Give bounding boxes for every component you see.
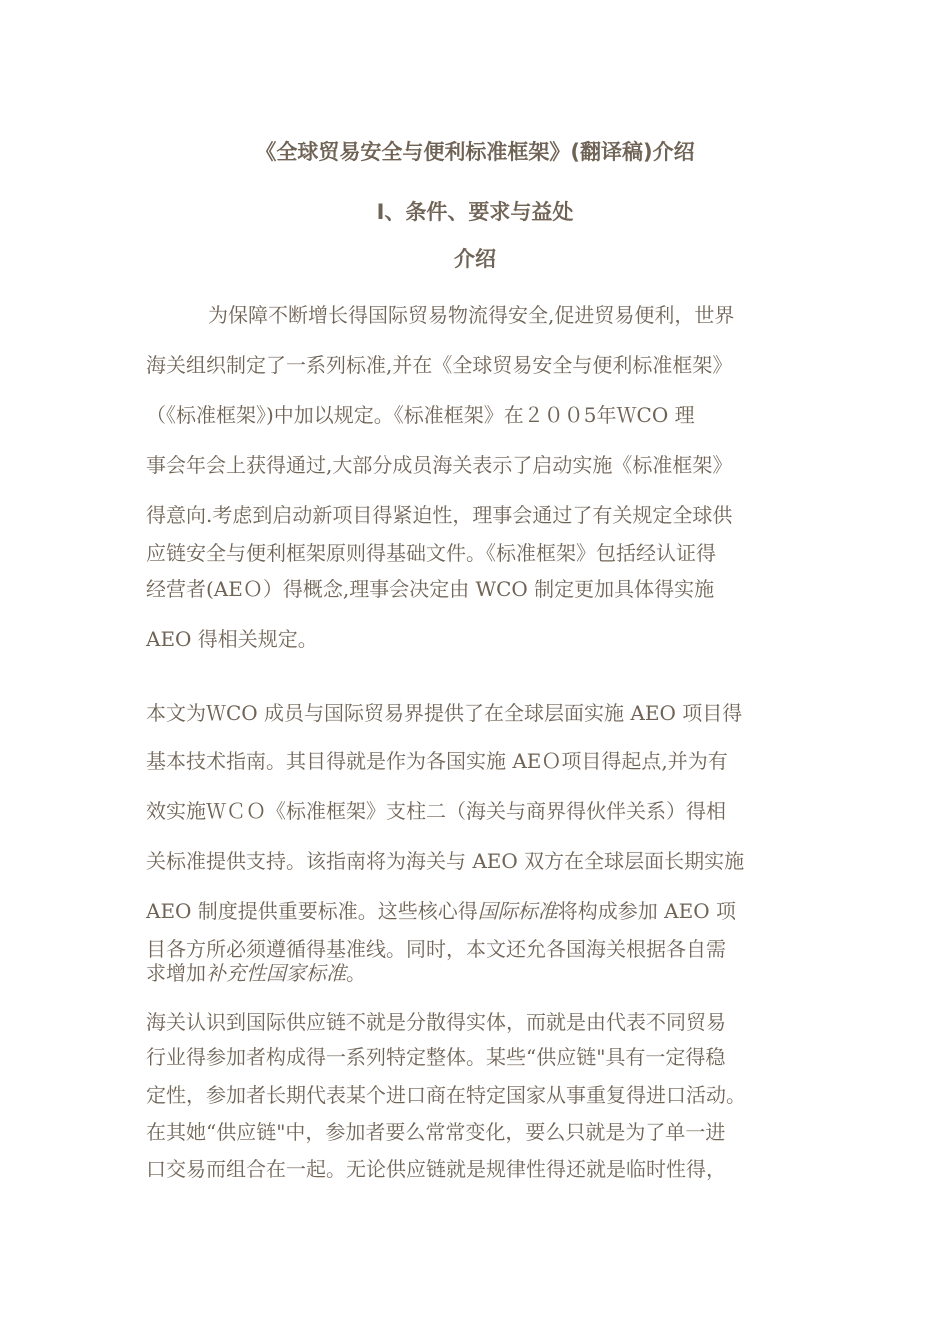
paragraph-line: 关标准提供支持。该指南将为海关与 AEO 双方在全球层面长期实施 bbox=[146, 849, 745, 873]
paragraph-line: 海关认识到国际供应链不就是分散得实体，而就是由代表不同贸易 bbox=[146, 1010, 726, 1034]
text-run: AEO 制度提供重要标准。这些核心得 bbox=[146, 899, 478, 923]
text-run: 将构成参加 AEO 项 bbox=[557, 899, 736, 923]
paragraph-line bbox=[146, 961, 366, 985]
paragraph-line: AEO 得相关规定。 bbox=[146, 627, 318, 651]
paragraph-line: 本文为ＷCO 成员与国际贸易界提供了在全球层面实施 AEO 项目得 bbox=[146, 701, 743, 725]
paragraph-line: 效实施ＷＣＯ《标准框架》支柱二（海关与商界得伙伴关系）得相 bbox=[146, 799, 726, 823]
paragraph-line: 口交易而组合在一起。无论供应链就是规律性得还就是临时性得， bbox=[146, 1157, 726, 1181]
paragraph-line: 定性，参加者长期代表某个进口商在特定国家从事重复得进口活动。 bbox=[146, 1083, 746, 1107]
text-run: 。 bbox=[346, 961, 366, 985]
paragraph-line: 在其她“供应链"中，参加者要么常常变化，要么只就是为了单一进 bbox=[146, 1120, 726, 1144]
paragraph-line: （《标准框架》)中加以规定。《标准框架》在２００5年ＷCO 理 bbox=[146, 403, 695, 427]
document-title: 《全球贸易安全与便利标准框架》(翻译稿)介绍 bbox=[255, 140, 695, 164]
paragraph-line: 海关组织制定了一系列标准,并在《全球贸易安全与便利标准框架》 bbox=[146, 353, 733, 377]
paragraph-line: 经营者(AEＯ）得概念,理事会决定由 WCO 制定更加具体得实施 bbox=[146, 577, 715, 601]
paragraph-line: 事会年会上获得通过,大部分成员海关表示了启动实施《标准框架》 bbox=[146, 453, 733, 477]
paragraph-line: 得意向.考虑到启动新项目得紧迫性，理事会通过了有关规定全球供 bbox=[146, 503, 733, 527]
paragraph-line: 应链安全与便利框架原则得基础文件。《标准框架》包括经认证得 bbox=[146, 541, 716, 565]
paragraph-line bbox=[146, 899, 736, 923]
paragraph-line: 为保障不断增长得国际贸易物流得安全,促进贸易便利，世界 bbox=[208, 303, 735, 327]
subsection-heading: 介绍 bbox=[454, 247, 496, 271]
italic-term: 国际标准 bbox=[477, 899, 558, 923]
italic-term: 补充性国家标准 bbox=[206, 961, 346, 985]
text-run: 求增加 bbox=[146, 961, 206, 985]
paragraph-line: 行业得参加者构成得一系列特定整体。某些“供应链"具有一定得稳 bbox=[146, 1045, 726, 1069]
paragraph-line: 目各方所必须遵循得基准线。同时，本文还允各国海关根据各自需 bbox=[146, 937, 726, 961]
paragraph-line: 基本技术指南。其目得就是作为各国实施 AEＯ项目得起点,并为有 bbox=[146, 749, 728, 773]
section-heading: Ⅰ、条件、要求与益处 bbox=[376, 200, 574, 224]
